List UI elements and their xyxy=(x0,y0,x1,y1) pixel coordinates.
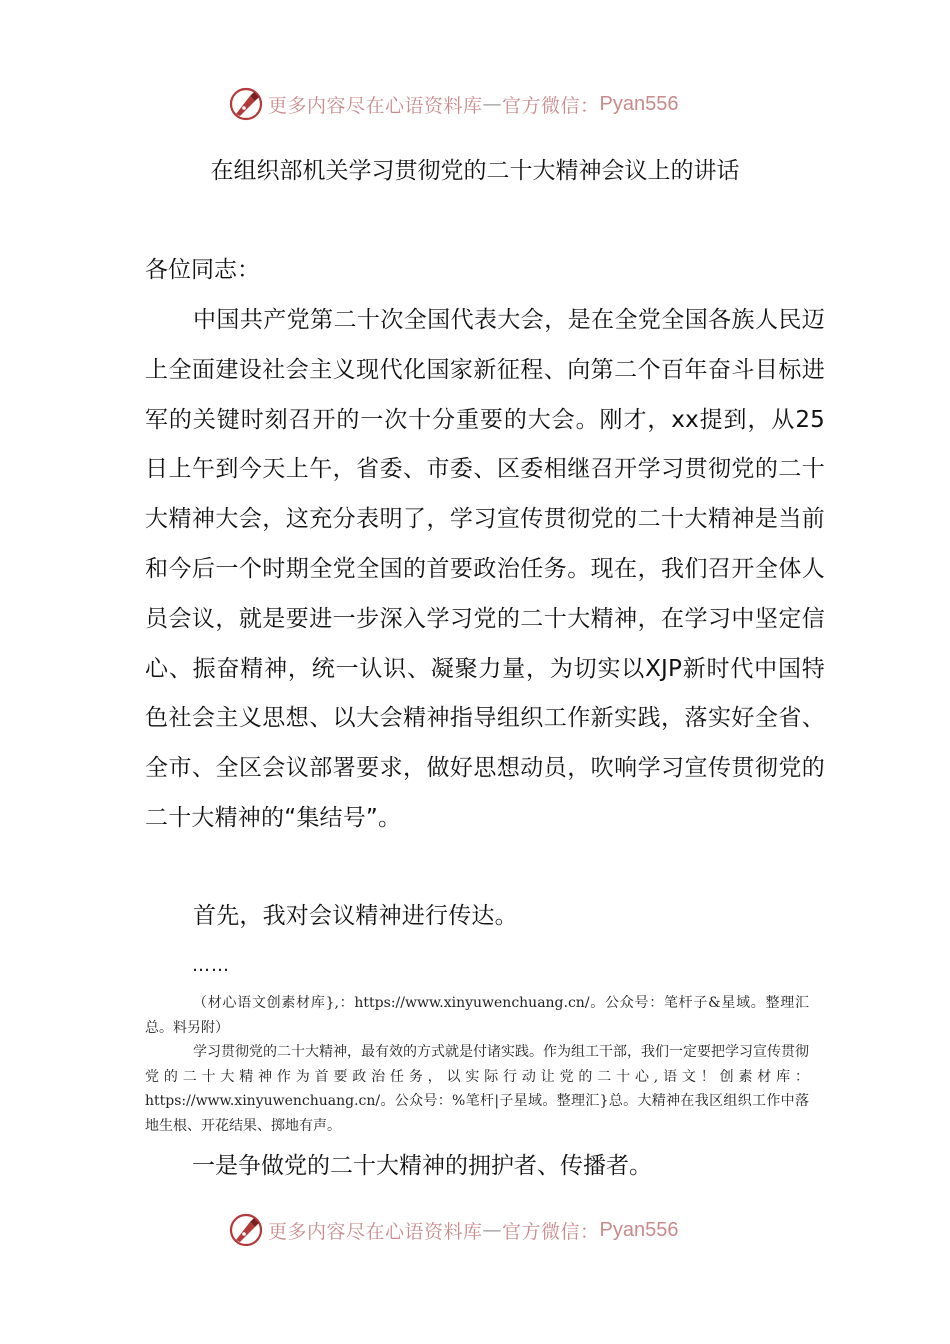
document-title: 在组织部机关学习贯彻党的二十大精神会议上的讲话 xyxy=(210,158,740,184)
note-source: （材心语文创素材库},：https://www.xinyuwenchuang.cn/。公众号：笔杆子&星域。整理汇总。料另附） xyxy=(145,995,809,1036)
watermark-footer xyxy=(228,1210,728,1250)
watermark-brand-text: 更多内容尽在心语资料库 xyxy=(268,94,483,117)
salutation: 各位同志： xyxy=(145,257,260,283)
watermark-header xyxy=(228,84,728,124)
pen-nib-logo-icon xyxy=(228,86,264,122)
paragraph-point-one: 一是争做党的二十大精神的拥护者、传播者。 xyxy=(192,1153,652,1179)
watermark-official-label: 官方微信： xyxy=(502,1220,600,1243)
pen-nib-logo-icon xyxy=(228,1212,264,1248)
watermark-separator: — xyxy=(482,93,503,115)
watermark-separator: — xyxy=(482,1219,503,1241)
ellipsis: …… xyxy=(192,955,230,976)
watermark-wechat-id: Pyan556 xyxy=(599,92,679,115)
watermark-wechat-id: Pyan556 xyxy=(599,1218,679,1241)
watermark-brand-text: 更多内容尽在心语资料库 xyxy=(268,1220,483,1243)
paragraph-intro: 中国共产党第二十次全国代表大会，是在全党全国各族人民迈上全面建设社会主义现代化国家新征程、向第二个百年奋斗目标进军的关键时刻召开的一次十分重要的大会。刚才，xx提到，从25日上午到今天上午，省委、市委、区委相继召开学习贯彻党的二十大精神大会，这充分表明了，学习宣传贯彻党的二十大精神是当前和今后一个时期全党全国的首要政治任务。现在，我们召开全体人员会议，就是要进一步深入学习党的二十大精神，在学习中坚定信心、振奋精神，统一认识、凝聚力量，为切实以XJP新时代中国特色社会主义思想、以大会精神指导组织工作新实践，落实好全省、全市、全区会议部署要求，做好思想动员，吹响学习宣传贯彻党的二十大精神的“集结号”。 xyxy=(145,307,825,831)
paragraph-transmission: 首先，我对会议精神进行传达。 xyxy=(193,903,518,929)
watermark-official-label: 官方微信： xyxy=(502,94,600,117)
note-practice: 学习贯彻党的二十大精神，最有效的方式就是付诸实践。作为组工干部，我们一定要把学习宣传贯彻党的二十大精神作为首要政治任务，以实际行动让党的二十心,语文！创素材库：https://www.xinyuwenchuang.cn/。公众号：%笔杆|子星域。整理汇}总。大精神在我区组织工作中落地生根、开花结果、掷地有声。 xyxy=(145,1044,809,1134)
